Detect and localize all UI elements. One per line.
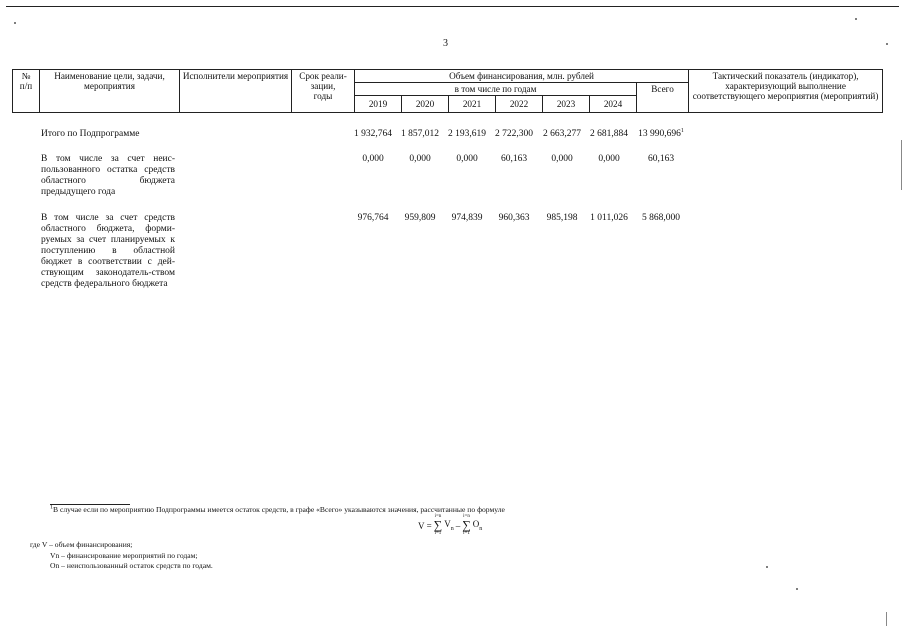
sum-symbol: [434, 514, 443, 537]
row-total: 60,163: [647, 154, 675, 164]
row-value: 959,809: [404, 213, 436, 223]
formula-term: [444, 519, 454, 532]
footnote-body: В случае если по мероприятию Подпрограммы имеется остаток средств, в графе «Всего» указываются значения, рассчитанные по формуле: [53, 505, 505, 514]
footnote-formula: [418, 514, 482, 537]
sum-upper-limit: i=n: [463, 514, 470, 519]
row-value: 974,839: [451, 213, 483, 223]
header-year: 2022: [496, 96, 543, 113]
page-top-rule: [6, 6, 899, 7]
header-by-years: в том числе по годам: [355, 83, 637, 96]
formula-o: O: [472, 519, 480, 530]
scan-speck: [796, 588, 798, 590]
header-year: 2023: [543, 96, 590, 113]
scan-speck: [14, 22, 16, 24]
row-value: 0,000: [456, 154, 478, 164]
formula-v-sub: n: [450, 525, 454, 532]
sigma-icon: ∑: [462, 518, 471, 532]
scan-speck: [855, 18, 857, 20]
row-total: 5 868,000: [642, 213, 680, 223]
header-term: Срок реали- зации, годы: [292, 70, 355, 113]
header-year: 2024: [590, 96, 637, 113]
row-value: 2 663,277: [543, 129, 581, 139]
row-value: 0,000: [409, 154, 431, 164]
row-value: 960,363: [498, 213, 530, 223]
formula-term: [473, 519, 483, 532]
footnote-marker: 1: [50, 504, 53, 511]
formula-v: V: [444, 519, 451, 530]
sigma-icon: ∑: [433, 518, 443, 532]
header-indicator: Тактический показатель (индикатор), характеризующий выполнение соответствующего мероприятия (мероприятий): [689, 70, 883, 113]
formula-minus: –: [455, 520, 461, 531]
row-value: 0,000: [551, 154, 573, 164]
header-year: 2021: [449, 96, 496, 113]
header-total: Всего: [637, 83, 689, 113]
header-year: 2019: [355, 96, 402, 113]
row-value: 985,198: [546, 213, 578, 223]
sum-upper-limit: i=n: [434, 514, 442, 519]
header-name: Наименование цели, задачи, мероприятия: [40, 70, 180, 113]
row-value: 1 857,012: [401, 129, 439, 139]
row-label-federal: В том числе за счет средств областного бюджета, форми-руемых за счет планируемых к поступлению в областной бюджет в соответствии с дей-ствующим законодатель-ством средств федерального бюджета: [41, 213, 175, 289]
row-value: 976,764: [357, 213, 389, 223]
header-table: [12, 69, 883, 113]
footnote-text: [50, 505, 505, 514]
scan-speck: [886, 43, 888, 45]
sum-symbol: [462, 514, 471, 537]
row-value: 1 932,764: [354, 129, 392, 139]
row-total: [634, 129, 688, 140]
sum-lower-limit: i=1: [434, 531, 442, 536]
footnote-where: где V – объем финансирования;: [30, 540, 133, 549]
header-volume: Объем финансирования, млн. рублей: [355, 70, 689, 83]
footnote-ref: 1: [680, 127, 684, 134]
row-total-value: 13 990,696: [638, 129, 681, 139]
row-value: 1 011,026: [590, 213, 628, 223]
row-value: 0,000: [598, 154, 620, 164]
row-value: 2 193,619: [448, 129, 486, 139]
header-number: № п/п: [13, 70, 40, 113]
formula-o-sub: n: [479, 525, 483, 532]
scan-speck: [766, 566, 768, 568]
scan-edge-mark: [886, 612, 887, 626]
formula-lhs: V =: [418, 520, 432, 531]
scan-edge-mark: [901, 140, 902, 190]
row-value: 2 722,300: [495, 129, 533, 139]
page-number: 3: [443, 38, 448, 49]
row-value: 2 681,884: [590, 129, 628, 139]
row-value: 60,163: [500, 154, 528, 164]
row-label-unused-balance: В том числе за счет неис-пользованного остатка средств областного бюджета предыдущего года: [41, 154, 175, 197]
sum-lower-limit: i=1: [463, 531, 470, 536]
row-value: 0,000: [362, 154, 384, 164]
header-executors: Исполнители мероприятия: [180, 70, 292, 113]
row-label-total: Итого по Подпрограмме: [41, 129, 140, 139]
header-year: 2020: [402, 96, 449, 113]
footnote-def-v: Vn – финансирование мероприятий по годам;: [50, 551, 198, 560]
footnote-def-o: Оn – неиспользованный остаток средств по годам.: [50, 561, 213, 570]
